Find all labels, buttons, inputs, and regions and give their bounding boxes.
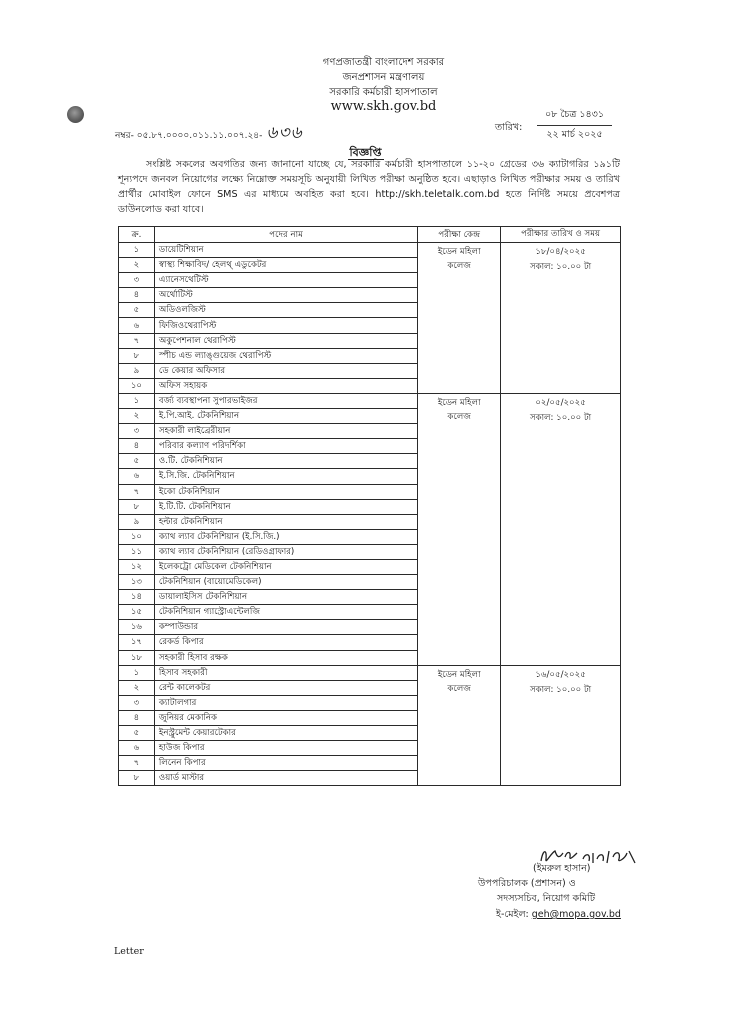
exam-schedule-table — [118, 226, 621, 786]
signatory-name: (ইমরুল হাসান) — [533, 863, 591, 874]
date-bangla: ০৮ চৈত্র ১৪৩১ — [537, 108, 612, 126]
post-cell: এ্যানেসথেটিস্ট — [154, 273, 417, 288]
serial-cell: ৩ — [119, 695, 155, 710]
serial-cell: ১৪ — [119, 590, 155, 605]
serial-cell: ১ — [119, 243, 155, 258]
exam-datetime-cell — [501, 665, 621, 786]
serial-cell: ৫ — [119, 454, 155, 469]
notice-title-text: বিজ্ঞপ্তি — [349, 146, 382, 159]
post-cell: ইকো টেকনিশিয়ান — [154, 484, 417, 499]
exam-center-cell — [418, 665, 501, 786]
post-cell: অফিস সহায়ক — [154, 378, 417, 393]
post-cell: ফিজিওথেরাপিস্ট — [154, 318, 417, 333]
serial-cell: ৮ — [119, 499, 155, 514]
post-cell: হল্টার টেকনিশিয়ান — [154, 514, 417, 529]
serial-cell: ৬ — [119, 318, 155, 333]
header-ministry: জনপ্রশাসন মন্ত্রণালয় — [342, 72, 425, 83]
post-cell: ডে কেয়ার অফিসার — [154, 363, 417, 378]
post-cell: জুনিয়র মেকানিক — [154, 710, 417, 725]
footer-paper-size: Letter — [114, 946, 144, 957]
exam-datetime-cell — [501, 243, 621, 394]
post-cell: ইলেকট্রো মেডিকেল টেকনিশিয়ান — [154, 559, 417, 574]
date-english: ২২ মার্চ ২০২৫ — [546, 129, 603, 140]
post-cell: রেকর্ড কিপার — [154, 635, 417, 650]
serial-cell: ৮ — [119, 348, 155, 363]
memo-handwritten-number: ৬৩৬ — [266, 123, 303, 143]
post-cell: টেকনিশিয়ান গ্যাস্ট্রোএন্টেলজি — [154, 605, 417, 620]
post-cell: ডায়েটিশিয়ান — [154, 243, 417, 258]
post-cell: পরিবার কল্যাণ পরিদর্শিকা — [154, 439, 417, 454]
post-cell: ও.টি. টেকনিশিয়ান — [154, 454, 417, 469]
exam-center-text: ইডেন মহিলা কলেজ — [437, 397, 481, 422]
serial-cell: ৭ — [119, 333, 155, 348]
serial-cell: ৭ — [119, 484, 155, 499]
exam-time: সকাল: ১০.০০ টা — [529, 412, 592, 423]
exam-center-cell — [418, 243, 501, 394]
post-cell: ডায়ালাইসিস টেকনিশিয়ান — [154, 590, 417, 605]
serial-cell: ২ — [119, 258, 155, 273]
email-link[interactable]: geh@mopa.gov.bd — [531, 909, 621, 920]
exam-center-text: ইডেন মহিলা কলেজ — [437, 247, 481, 271]
serial-cell: ১৬ — [119, 620, 155, 635]
post-cell: কম্পাউন্ডার — [154, 620, 417, 635]
serial-cell: ১৭ — [119, 635, 155, 650]
serial-cell: ২ — [119, 680, 155, 695]
date-box — [537, 108, 612, 143]
post-cell: টেকনিশিয়ান (বায়োমেডিকেল) — [154, 575, 417, 590]
post-cell: বর্জ্য ব্যবস্থাপনা সুপারভাইজর — [154, 393, 417, 408]
serial-cell: ৪ — [119, 439, 155, 454]
exam-date: ০২/০৫/২০২৫ — [535, 397, 586, 408]
serial-cell: ৮ — [119, 771, 155, 786]
serial-cell: ১২ — [119, 559, 155, 574]
serial-cell: ১০ — [119, 378, 155, 393]
serial-cell: ৫ — [119, 726, 155, 741]
serial-cell: ৯ — [119, 363, 155, 378]
exam-date: ১৮/০৪/২০২৫ — [535, 247, 586, 257]
header-center: পরীক্ষা কেন্দ্র — [418, 227, 501, 243]
post-cell: ই.টি.টি. টেকনিশিয়ান — [154, 499, 417, 514]
post-cell: অর্থোটিস্ট — [154, 288, 417, 303]
post-cell: হিসাব সহকারী — [154, 665, 417, 680]
signatory-email-line — [496, 908, 696, 922]
email-label: ই-মেইল: — [496, 909, 529, 920]
header-date: পরীক্ষার তারিখ ও সময় — [501, 227, 621, 243]
post-cell: ক্যাটালগার — [154, 695, 417, 710]
post-cell: ই.সি.জি. টেকনিশিয়ান — [154, 469, 417, 484]
serial-cell: ২ — [119, 409, 155, 424]
exam-time: সকাল: ১০.০০ টা — [529, 684, 592, 695]
table-row — [119, 665, 621, 680]
post-cell: রেন্ট কালেকটর — [154, 680, 417, 695]
post-cell: সহকারী হিসাব রক্ষক — [154, 650, 417, 665]
post-cell: লিনেন কিপার — [154, 756, 417, 771]
post-cell: ক্যাথ ল্যাব টেকনিশিয়ান (রেডিওগ্রাফার) — [154, 544, 417, 559]
serial-cell: ১৩ — [119, 575, 155, 590]
exam-date: ১৬/০৫/২০২৫ — [535, 669, 586, 680]
post-cell: হাউজ কিপার — [154, 741, 417, 756]
post-cell: অকুপেশনাল থেরাপিস্ট — [154, 333, 417, 348]
serial-cell: ১৫ — [119, 605, 155, 620]
post-cell: ওয়ার্ড মাস্টার — [154, 771, 417, 786]
table-header-row — [119, 227, 621, 243]
post-cell: স্পীচ এন্ড ল্যাঙ্গুয়েজ থেরাপিস্ট — [154, 348, 417, 363]
header-serial: ক্র. — [119, 227, 155, 243]
serial-cell: ৯ — [119, 514, 155, 529]
exam-center-text: ইডেন মহিলা কলেজ — [437, 669, 481, 694]
header-government: গণপ্রজাতন্ত্রী বাংলাদেশ সরকার — [322, 57, 445, 68]
serial-cell: ৫ — [119, 303, 155, 318]
serial-cell: ৭ — [119, 756, 155, 771]
serial-cell: ১ — [119, 393, 155, 408]
date-label: তারিখ: — [495, 122, 523, 133]
serial-cell: ১৮ — [119, 650, 155, 665]
serial-cell: ১০ — [119, 529, 155, 544]
signatory-role: সদস্যসচিব, নিয়োগ কমিটি — [497, 893, 596, 904]
exam-datetime-cell — [501, 393, 621, 665]
serial-cell: ৩ — [119, 424, 155, 439]
post-cell: ক্যাথ ল্যাব টেকনিশিয়ান (ই.সি.জি.) — [154, 529, 417, 544]
serial-cell: ৩ — [119, 273, 155, 288]
serial-cell: ৪ — [119, 288, 155, 303]
post-cell: সহকারী লাইব্রেরীয়ান — [154, 424, 417, 439]
post-cell: স্বাস্থ্য শিক্ষাবিদ/ হেলথ্ এডুকেটর — [154, 258, 417, 273]
post-cell: অডিওলজিস্ট — [154, 303, 417, 318]
memo-number-text: নম্বর- ০৫.৮৭.০০০০.০১১.১১.০০৭.২৪- — [115, 131, 263, 141]
signatory-designation: উপপরিচালক (প্রশাসন) ও — [478, 878, 576, 889]
post-cell: ই.পি.আই. টেকনিশিয়ান — [154, 409, 417, 424]
serial-cell: ১১ — [119, 544, 155, 559]
header-post: পদের নাম — [154, 227, 417, 243]
exam-time: সকাল: ১০.০০ টা — [529, 262, 592, 272]
notice-body: সংশ্লিষ্ট সকলের অবগতির জন্য জানানো যাচ্ছে যে, সরকারি কর্মচারী হাসপাতালে ১১-২০ গ্রেডের ৩৬ ক্যাটাগরির ১৯১টি শূন্যপদে জনবল নিয়োগের লক্ষ্যে নিম্নোক্ত সময়সূচি অনুযায়ী লিখিত পরীক্ষা অনুষ্ঠিত হবে। এছাড়াও লিখিত পরীক্ষার সময় ও তারিখ প্রার্থীর মোবাইল ফোনে SMS এর মাধ্যমে অবহিত করা হবে। http://skh.teletalk.com.bd হতে নির্দিষ্ট সময়ে প্রবেশপত্র ডাউনলোড করা যাবে। — [118, 159, 620, 215]
serial-cell: ৪ — [119, 710, 155, 725]
table-row — [119, 393, 621, 408]
header-hospital: সরকারি কর্মচারী হাসপাতাল — [329, 87, 438, 98]
serial-cell: ১ — [119, 665, 155, 680]
header-website: www.skh.gov.bd — [330, 99, 437, 114]
exam-center-cell — [418, 393, 501, 665]
table-row — [119, 243, 621, 258]
post-cell: ইনস্ট্রুমেন্ট কেয়ারটেকার — [154, 726, 417, 741]
table-body — [119, 243, 621, 786]
serial-cell: ৬ — [119, 469, 155, 484]
serial-cell: ৬ — [119, 741, 155, 756]
